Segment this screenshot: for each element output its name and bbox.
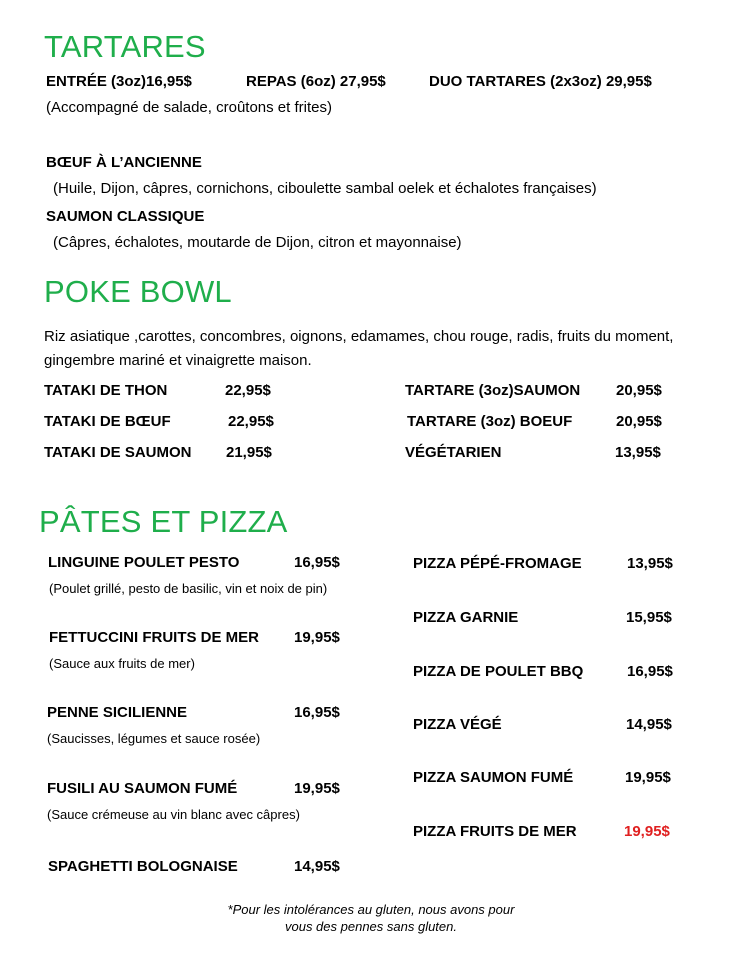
pizza-item-price: 19,95$ (625, 769, 671, 786)
section-title-poke-bowl: POKE BOWL (44, 274, 232, 309)
poke-item-name: TARTARE (3oz)SAUMON (405, 382, 581, 399)
section-title-pates-pizza: PÂTES ET PIZZA (39, 504, 288, 539)
pasta-item-name: FUSILI AU SAUMON FUMÉ (47, 780, 238, 797)
gluten-note-line-1: *Pour les intolérances au gluten, nous avons pour (227, 902, 515, 917)
pizza-item-name: PIZZA GARNIE (413, 609, 519, 626)
poke-item-name: TATAKI DE BŒUF (44, 413, 171, 430)
poke-description: Riz asiatique ,carottes, concombres, oignons, edamames, chou rouge, radis, fruits du moment, gingembre mariné et vinaigrette maison. (44, 328, 674, 369)
pizza-item-price: 16,95$ (627, 663, 673, 680)
section-title-tartares: TARTARES (44, 29, 206, 64)
tartare-size-entree: ENTRÉE (3oz)16,95$ (46, 73, 192, 90)
pizza-item-price-highlight: 19,95$ (624, 823, 670, 840)
pasta-item-desc: (Poulet grillé, pesto de basilic, vin et noix de pin) (49, 581, 328, 596)
pizza-item-price: 15,95$ (626, 609, 672, 626)
pizza-item-name: PIZZA SAUMON FUMÉ (413, 769, 574, 786)
pasta-item-price: 19,95$ (294, 629, 340, 646)
poke-item-price: 13,95$ (615, 444, 661, 461)
poke-item-price: 22,95$ (228, 413, 274, 430)
tartare-size-duo: DUO TARTARES (2x3oz) 29,95$ (429, 73, 652, 90)
tartare-item-desc: (Huile, Dijon, câpres, cornichons, ciboulette sambal oelek et échalotes françaises) (53, 180, 597, 197)
poke-item-price: 20,95$ (616, 382, 662, 399)
poke-item-price: 21,95$ (226, 444, 272, 461)
pasta-item-price: 16,95$ (294, 704, 340, 721)
pizza-item-name: PIZZA FRUITS DE MER (413, 823, 577, 840)
poke-item-name: TARTARE (3oz) BOEUF (407, 413, 573, 430)
pasta-item-price: 14,95$ (294, 858, 340, 875)
pasta-item-price: 19,95$ (294, 780, 340, 797)
tartare-item-name: BŒUF À L’ANCIENNE (46, 154, 202, 171)
tartare-item-name: SAUMON CLASSIQUE (46, 208, 205, 225)
pasta-item-name: FETTUCCINI FRUITS DE MER (49, 629, 259, 646)
tartares-note: (Accompagné de salade, croûtons et frites) (46, 99, 332, 116)
pizza-item-price: 13,95$ (627, 555, 673, 572)
tartare-item-desc: (Câpres, échalotes, moutarde de Dijon, citron et mayonnaise) (53, 234, 462, 251)
pizza-item-name: PIZZA PÉPÉ-FROMAGE (413, 555, 582, 572)
poke-item-name: VÉGÉTARIEN (405, 444, 502, 461)
pasta-item-desc: (Saucisses, légumes et sauce rosée) (47, 731, 261, 746)
pasta-item-desc: (Sauce aux fruits de mer) (49, 656, 195, 671)
pasta-item-name: SPAGHETTI BOLOGNAISE (48, 858, 238, 875)
poke-item-price: 20,95$ (616, 413, 662, 430)
poke-item-name: TATAKI DE SAUMON (44, 444, 192, 461)
pizza-item-name: PIZZA DE POULET BBQ (413, 663, 584, 680)
pizza-item-price: 14,95$ (626, 716, 672, 733)
pasta-item-name: LINGUINE POULET PESTO (48, 554, 240, 571)
pizza-item-name: PIZZA VÉGÉ (413, 716, 502, 733)
gluten-note-line-2: vous des pennes sans gluten. (284, 919, 457, 934)
tartare-size-repas: REPAS (6oz) 27,95$ (246, 73, 386, 90)
pasta-item-name: PENNE SICILIENNE (47, 704, 188, 721)
poke-item-price: 22,95$ (225, 382, 271, 399)
pasta-item-desc: (Sauce crémeuse au vin blanc avec câpres) (47, 807, 300, 822)
poke-item-name: TATAKI DE THON (44, 382, 168, 399)
pasta-item-price: 16,95$ (294, 554, 340, 571)
